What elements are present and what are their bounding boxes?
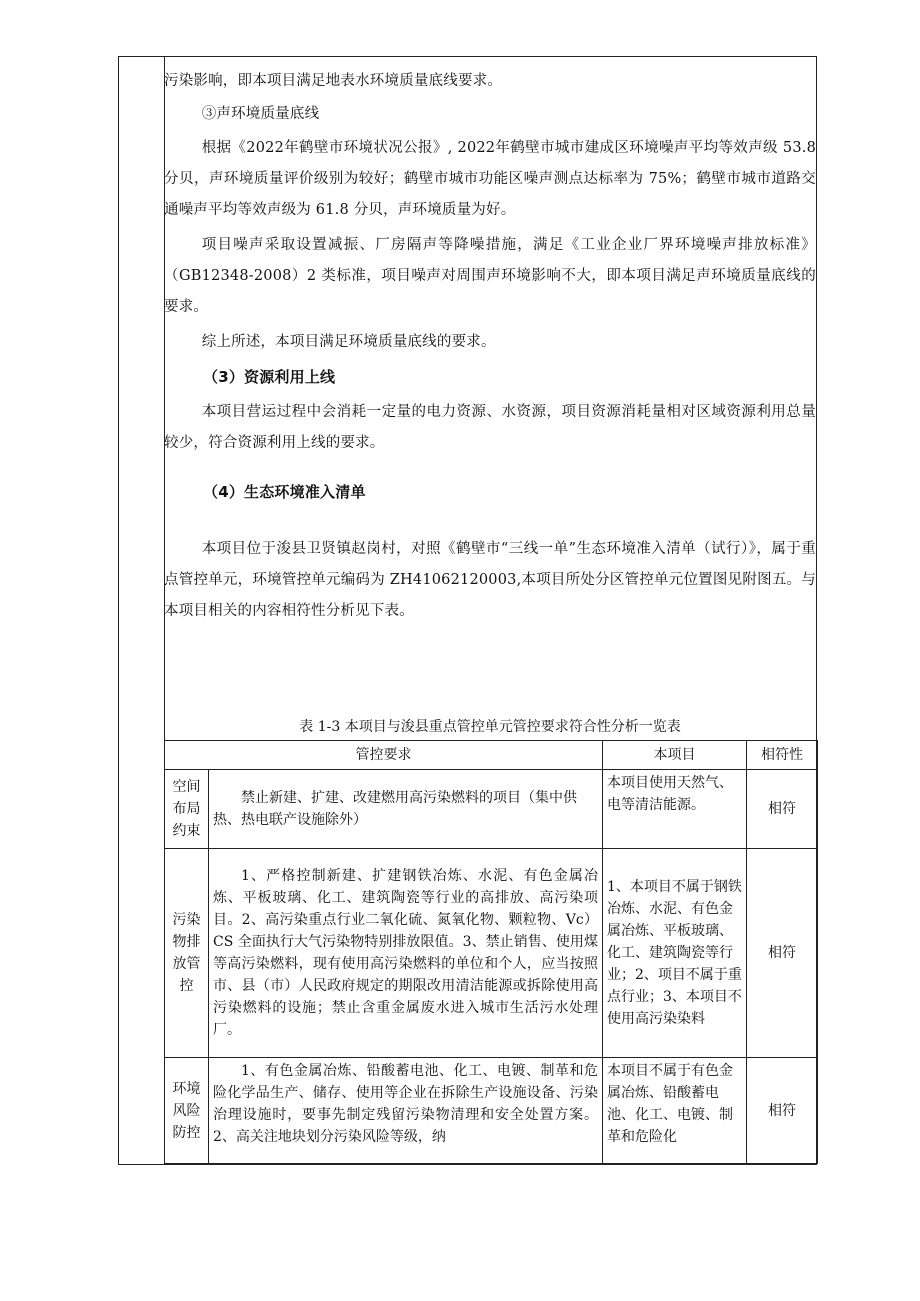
- row-conformity: 相符: [747, 849, 818, 1058]
- row-conformity: 相符: [747, 770, 818, 849]
- subheading-noise: ③声环境质量底线: [201, 106, 320, 122]
- header-conformity: 相符性: [747, 741, 818, 770]
- paragraph-noise-measures: 项目噪声采取设置减振、厂房隔声等降噪措施，满足《工业企业厂界环境噪声排放标准》（GB12348-2008）2 类标准，项目噪声对周围声环境影响不大，即本项目满足声环境质量底线的要求。: [164, 237, 816, 315]
- row-requirement: 1、有色金属冶炼、铅酸蓄电池、化工、电镀、制革和危险化学品生产、储存、使用等企业在拆除生产设施设备、污染治理设施时，要事先制定残留污染物清理和安全处置方案。2、高关注地块划分污染风险等级，纳: [209, 1058, 603, 1164]
- requirements-table: [164, 740, 818, 1164]
- paragraph-quality-summary: 综上所述，本项目满足环境质量底线的要求。: [201, 334, 496, 350]
- paragraph-water-conclusion: 污染影响，即本项目满足地表水环境质量底线要求。: [164, 73, 503, 89]
- table-row: [165, 770, 818, 849]
- heading-resource-limit: （3）资源利用上线: [203, 368, 336, 386]
- row-requirement: 1、严格控制新建、扩建钢铁冶炼、水泥、有色金属冶炼、平板玻璃、化工、建筑陶瓷等行业的高排放、高污染项目。2、高污染重点行业二氧化硫、氮氧化物、颗粒物、Vc）CS 全面执行大气污染物特别排放限值。3、禁止销售、使用煤等高污染燃料，现有使用高污染燃料的单位和个人，应当按照市、县（市）人民政府规定的期限改用清洁能源或拆除使用高污染燃料的设施；禁止含重金属废水进入城市生活污水处理厂。: [209, 849, 603, 1058]
- row-project: 本项目不属于有色金属冶炼、铅酸蓄电池、化工、电镀、制革和危险化: [603, 1058, 747, 1164]
- row-category: 污染物排放管控: [165, 849, 209, 1058]
- table-row: [165, 849, 818, 1058]
- table-caption: 表 1-3 本项目与浚县重点管控单元管控要求符合性分析一览表: [299, 719, 681, 735]
- paragraph-resource-usage: 本项目营运过程中会消耗一定量的电力资源、水资源，项目资源消耗量相对区域资源利用总量较少，符合资源利用上线的要求。: [164, 404, 816, 451]
- heading-access-list: （4）生态环境准入清单: [203, 483, 366, 501]
- paragraph-access-list: 本项目位于浚县卫贤镇赵岗村，对照《鹤壁市“三线一单”生态环境准入清单（试行）》，属于重点管控单元，环境管控单元编码为 ZH41062120003,本项目所处分区管控单元位置图见附图五。与本项目相关的内容相符性分析见下表。: [164, 541, 816, 619]
- header-requirement: 管控要求: [165, 741, 603, 770]
- row-project: 1、本项目不属于钢铁冶炼、水泥、有色金属冶炼、平板玻璃、化工、建筑陶瓷等行业；2、项目不属于重点行业；3、本项目不使用高污染染料: [603, 849, 747, 1058]
- row-project: 本项目使用天然气、电等清洁能源。: [603, 770, 747, 849]
- table-header-row: [165, 741, 818, 770]
- paragraph-noise-report: 根据《2022年鹤壁市环境状况公报》, 2022年鹤壁市城市建成区环境噪声平均等效声级 53.8 分贝，声环境质量评价级别为较好；鹤壁市城市功能区噪声测点达标率为 75%；鹤壁市城市道路交通噪声平均等效声级为 61.8 分贝，声环境质量为好。: [164, 140, 816, 218]
- row-category: 环境风险防控: [165, 1058, 209, 1164]
- document-body: [164, 56, 816, 627]
- row-category: 空间布局约束: [165, 770, 209, 849]
- table-row: [165, 1058, 818, 1164]
- row-requirement: 禁止新建、扩建、改建燃用高污染燃料的项目（集中供热、热电联产设施除外）: [209, 770, 603, 849]
- header-project: 本项目: [603, 741, 747, 770]
- row-conformity: 相符: [747, 1058, 818, 1164]
